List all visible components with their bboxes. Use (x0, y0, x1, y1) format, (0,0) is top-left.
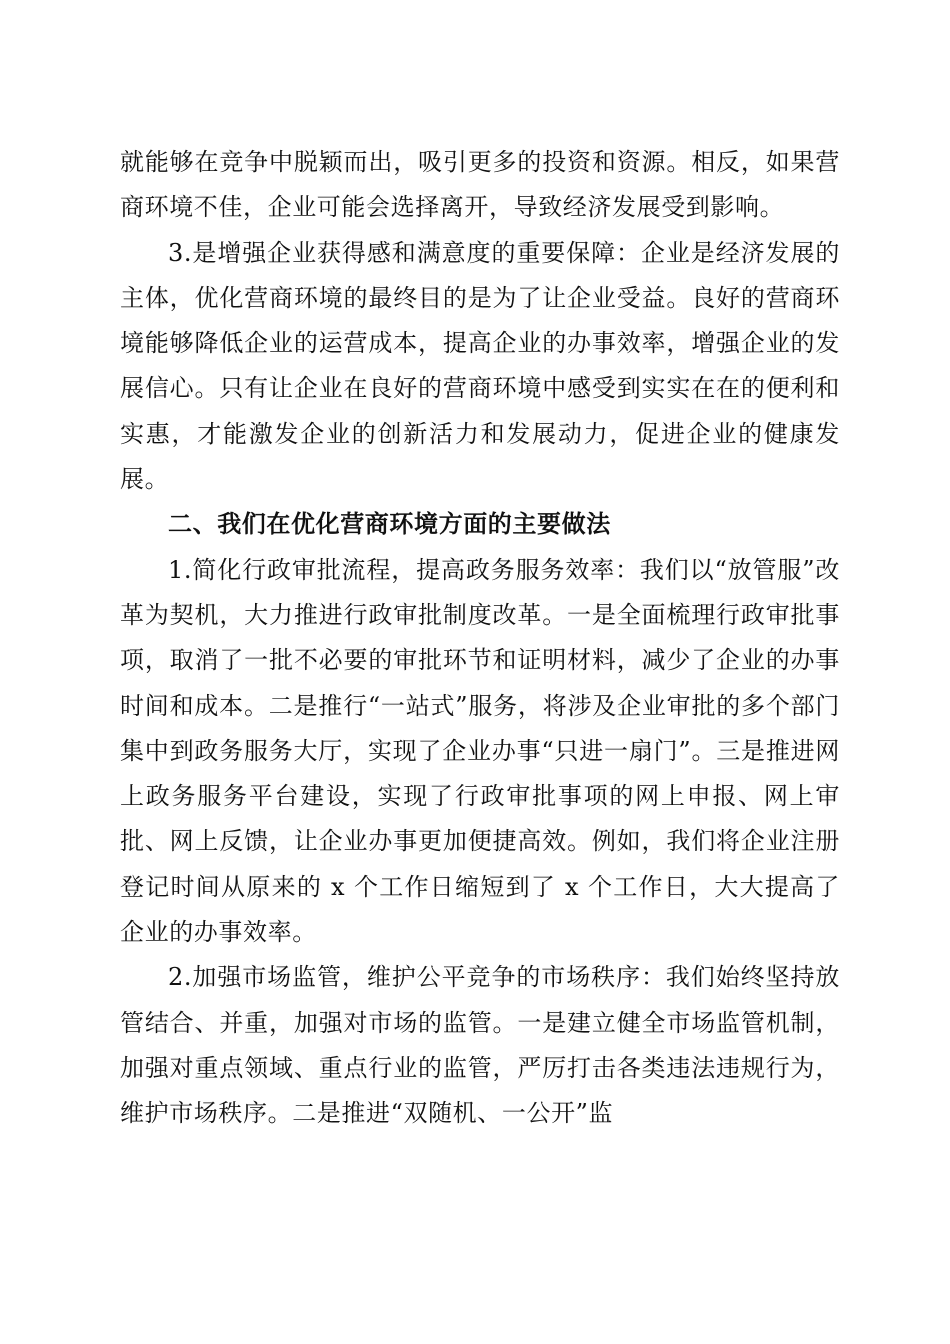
paragraph-continuation: 就能够在竞争中脱颖而出，吸引更多的投资和资源。相反，如果营商环境不佳，企业可能会选择离开，导致经济发展受到影响。 (120, 148, 840, 222)
document-body (120, 140, 840, 1137)
paragraph-practice-1: 1.简化行政审批流程，提高政务服务效率：我们以“放管服”改革为契机，大力推进行政审批制度改革。一是全面梳理行政审批事项，取消了一批不必要的审批环节和证明材料，减少了企业的办事时间和成本。二是推行“一站式”服务，将涉及企业审批的多个部门集中到政务服务大厅，实现了企业办事“只进一扇门”。三是推进网上政务服务平台建设，实现了行政审批事项的网上申报、网上审批、网上反馈，让企业办事更加便捷高效。例如，我们将企业注册登记时间从原来的 x 个工作日缩短到了 x 个工作日，大大提高了企业的办事效率。 (120, 555, 840, 947)
section-heading-2: 二、我们在优化营商环境方面的主要做法 (168, 510, 611, 539)
paragraph-practice-2: 2.加强市场监管，维护公平竞争的市场秩序：我们始终坚持放管结合、并重，加强对市场的监管。一是建立健全市场监管机制，加强对重点领域、重点行业的监管，严厉打击各类违法违规行为，维护市场秩序。二是推进“双随机、一公开”监 (120, 963, 840, 1128)
paragraph-point-3: 3.是增强企业获得感和满意度的重要保障：企业是经济发展的主体，优化营商环境的最终目的是为了让企业受益。良好的营商环境能够降低企业的运营成本，提高企业的办事效率，增强企业的发展信心。只有让企业在良好的营商环境中感受到实实在在的便利和实惠，才能激发企业的创新活力和发展动力，促进企业的健康发展。 (120, 238, 840, 494)
